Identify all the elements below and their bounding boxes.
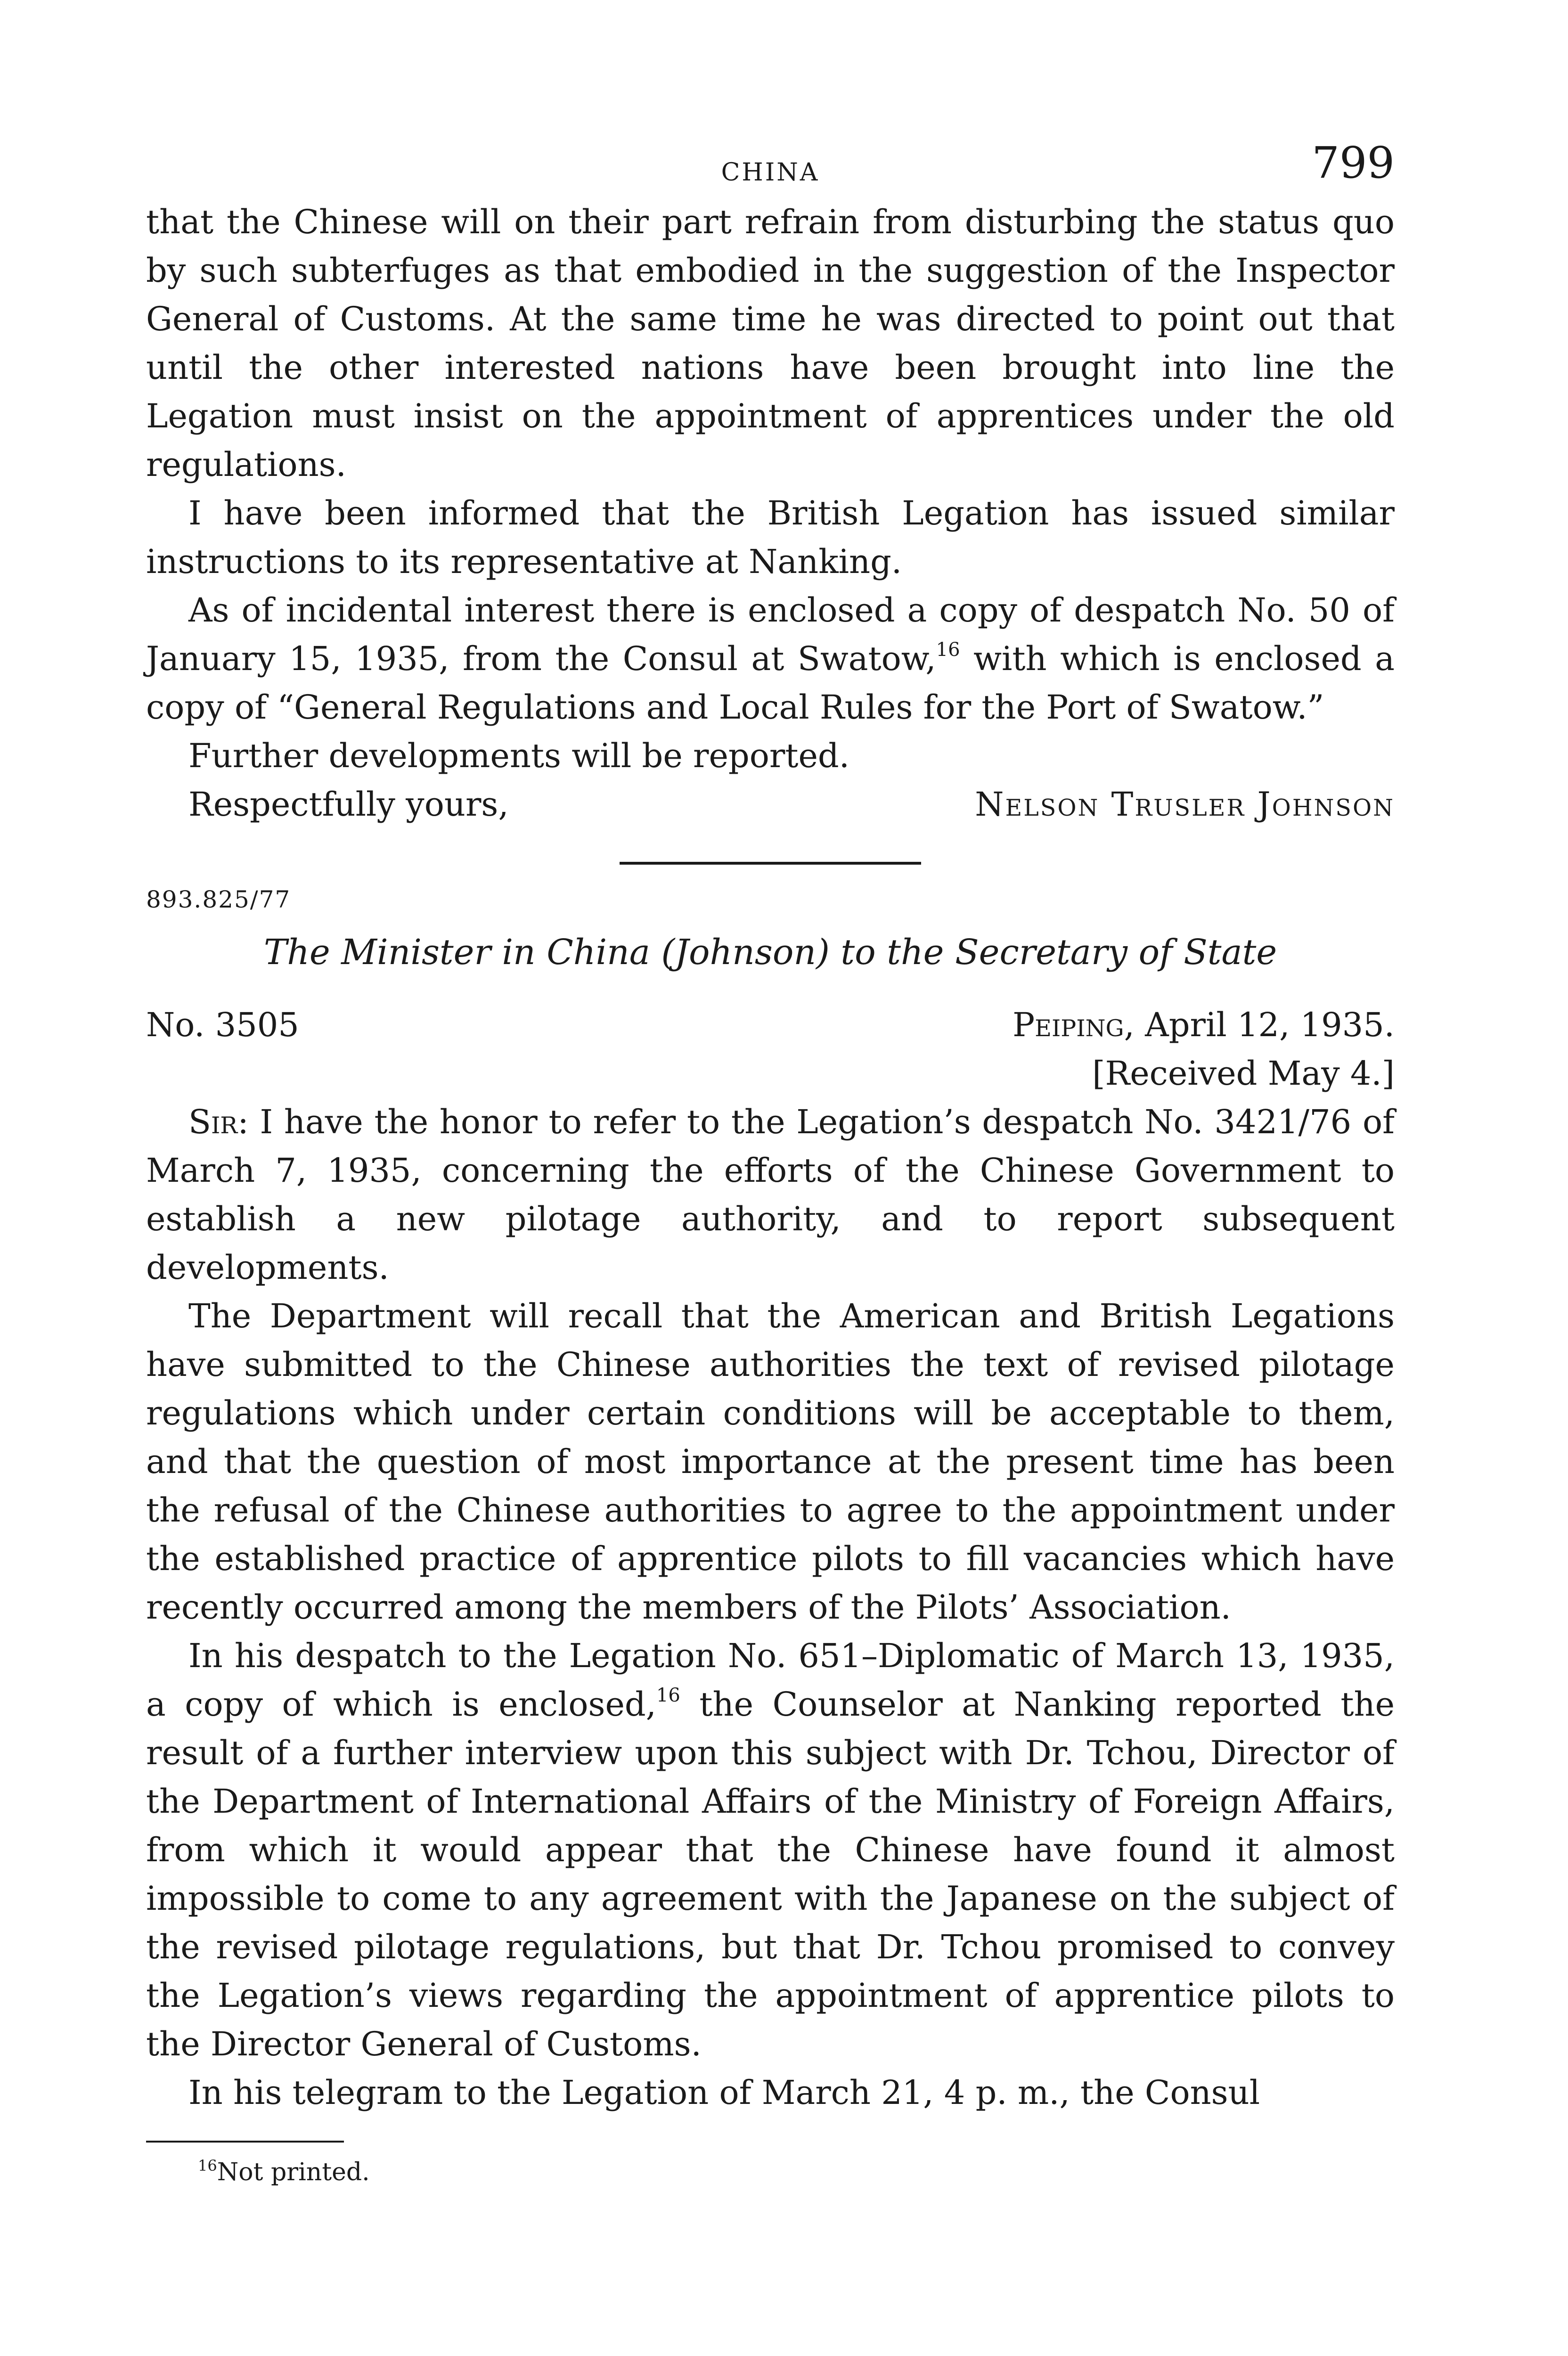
footnote-mark: 16 [198, 2157, 217, 2175]
body-paragraph-4: In his telegram to the Legation of March 21, 4 p. m., the Consul [188, 2073, 1260, 2112]
paragraph-text: the Counselor at Nanking reported the result of a further interview upon this subject with Dr. Tchou, Director of the Department of International Affairs of the Ministry of Foreign Affairs, from which it would appear that the Chinese have found it almost impossible to come to any agreement with the Japanese on the subject of the revised pilotage regulations, but that Dr. Tchou promised to convey the Legation’s views regarding the appointment of apprentice pilots to the Director General of Customs. [146, 1685, 1395, 2063]
letter-body [146, 1098, 1395, 2117]
salutation: Sir [188, 1103, 238, 1141]
continued-paragraph-2: I have been informed that the British Legation has issued similar instructions to its representative at Nanking. [146, 494, 1395, 581]
file-number: 893.825/77 [146, 886, 291, 913]
dateline [146, 1001, 1395, 1098]
paragraph-text: with which is enclosed a copy of “General Regulations and Local Rules for the Port of Swatow.” [146, 639, 1395, 727]
section-divider [620, 862, 921, 865]
footnote-divider [146, 2141, 344, 2143]
body-paragraph-2: The Department will recall that the American and British Legations have submitted to the Chinese authorities the text of revised pilotage regulations which under certain conditions will be acceptable to them, and that the question of most importance at the present time has been the refusal of the Chinese authorities to agree to the appointment under the established practice of apprentice pilots to fill vacancies which have recently occurred among the members of the Pilots’ Association. [146, 1297, 1395, 1627]
received-date: [Received May 4.] [1092, 1054, 1395, 1093]
footnote-reference: 16 [936, 639, 960, 661]
body-paragraph-1 [146, 1098, 1395, 1292]
document-page [146, 138, 1395, 2186]
running-title: CHINA [721, 158, 820, 187]
running-header [146, 138, 1395, 198]
despatch-number: No. 3505 [146, 1006, 299, 1044]
paragraph-text: In his despatch to the Legation No. 651–Diplomatic of March 13, 1935, a copy of which is enclosed, [146, 1636, 1395, 1724]
page-number: 799 [1312, 138, 1395, 188]
place: Peiping, [1013, 1006, 1135, 1044]
paragraph-text: : I have the honor to refer to the Legation’s despatch No. 3421/76 of March 7, 1935, concerning the efforts of the Chinese Government to establish a new pilotage authority, and to report subsequent developments. [146, 1103, 1395, 1287]
footnote-text: Not printed. [217, 2158, 370, 2186]
continued-paragraph-3 [146, 586, 1395, 732]
signer-name: Nelson Trusler Johnson [975, 785, 1395, 824]
footnote [146, 2157, 1395, 2186]
date: April 12, 1935. [1145, 1006, 1395, 1044]
continued-paragraph-4: Further developments will be reported. [188, 736, 849, 775]
place-and-date [1013, 1001, 1395, 1098]
closing: Respectfully yours, [188, 785, 509, 824]
continued-letter [146, 198, 1395, 780]
paragraph-text: As of incidental interest there is enclosed a copy of despatch No. 50 of January 15, 1935, from the Consul at Swatow, [146, 591, 1395, 678]
signoff [146, 780, 1395, 829]
document-heading: The Minister in China (Johnson) to the Secretary of State [263, 932, 1277, 973]
footnote-reference: 16 [656, 1685, 680, 1706]
body-paragraph-3 [146, 1632, 1395, 2069]
continued-paragraph-1: that the Chinese will on their part refrain from disturbing the status quo by such subterfuges as that embodied in the suggestion of the Inspector General of Customs. At the same time he was directed to point out that until the other interested nations have been brought into line the Legation must insist on the appointment of apprentices under the old regulations. [146, 203, 1395, 484]
